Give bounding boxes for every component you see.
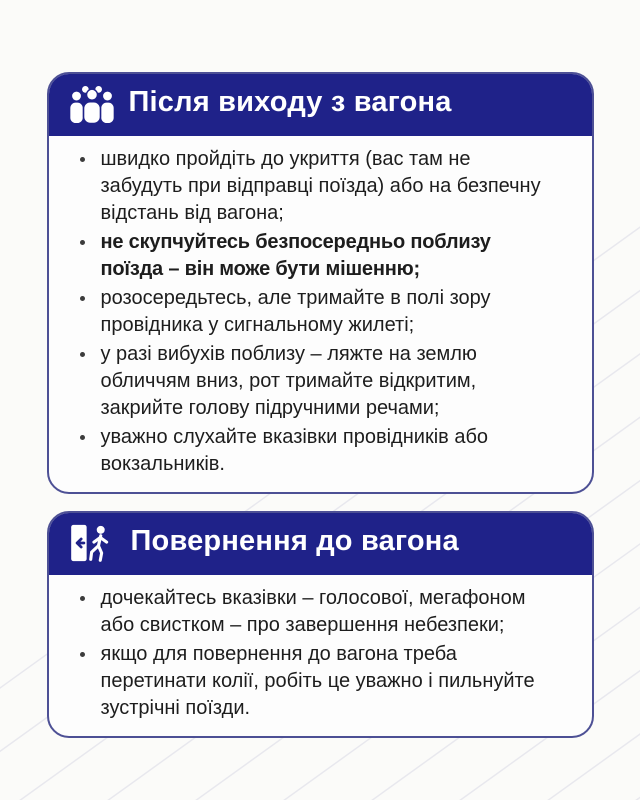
list-item [49,641,558,722]
return-list [49,585,558,722]
bullet-icon [80,435,85,440]
bullet-icon [80,596,85,601]
list-item [49,585,558,639]
list-item-text: швидко пройдіть до укриття (вас там не забудуть при відправці поїзда) або на безпечну відстань від вагона; [100,148,541,224]
after-exit-list [49,146,558,478]
crowd-icon [69,84,115,124]
card-return-header [47,511,594,575]
list-item-text: дочекайтесь вказівки – голосової, мегафоном або свистком – про завершення небезпеки; [100,587,526,636]
card-return [47,511,594,738]
exit-door-icon [69,523,117,563]
card-return-title: Повернення до вагона [130,525,459,557]
list-item [49,229,558,283]
list-item [49,285,558,339]
bullet-icon [80,352,85,357]
card-after-exit-header [47,72,594,136]
list-item [49,424,558,478]
bullet-icon [80,240,85,245]
list-item [49,341,558,422]
bullet-icon [80,652,85,657]
list-item-text: розосередьтесь, але тримайте в полі зору провідника у сигнальному жилеті; [100,287,491,336]
list-item [49,146,558,227]
card-after-exit [47,72,594,494]
card-return-body [49,575,592,736]
card-after-exit-body [49,136,592,492]
card-after-exit-title: Після виходу з вагона [128,86,452,118]
bullet-icon [80,296,85,301]
list-item-text: уважно слухайте вказівки провідників або вокзальників. [100,426,489,475]
list-item-text: у разі вибухів поблизу – ляжте на землю обличчям вниз, рот тримайте відкритим, закрийте голову підручними речами; [100,343,477,419]
bullet-icon [80,157,85,162]
list-item-text: не скупчуйтесь безпосередньо поблизу поїзда – він може бути мішенню; [100,231,491,280]
list-item-text: якщо для повернення до вагона треба перетинати колії, робіть це уважно і пильнуйте зустрічні поїзди. [100,643,535,719]
